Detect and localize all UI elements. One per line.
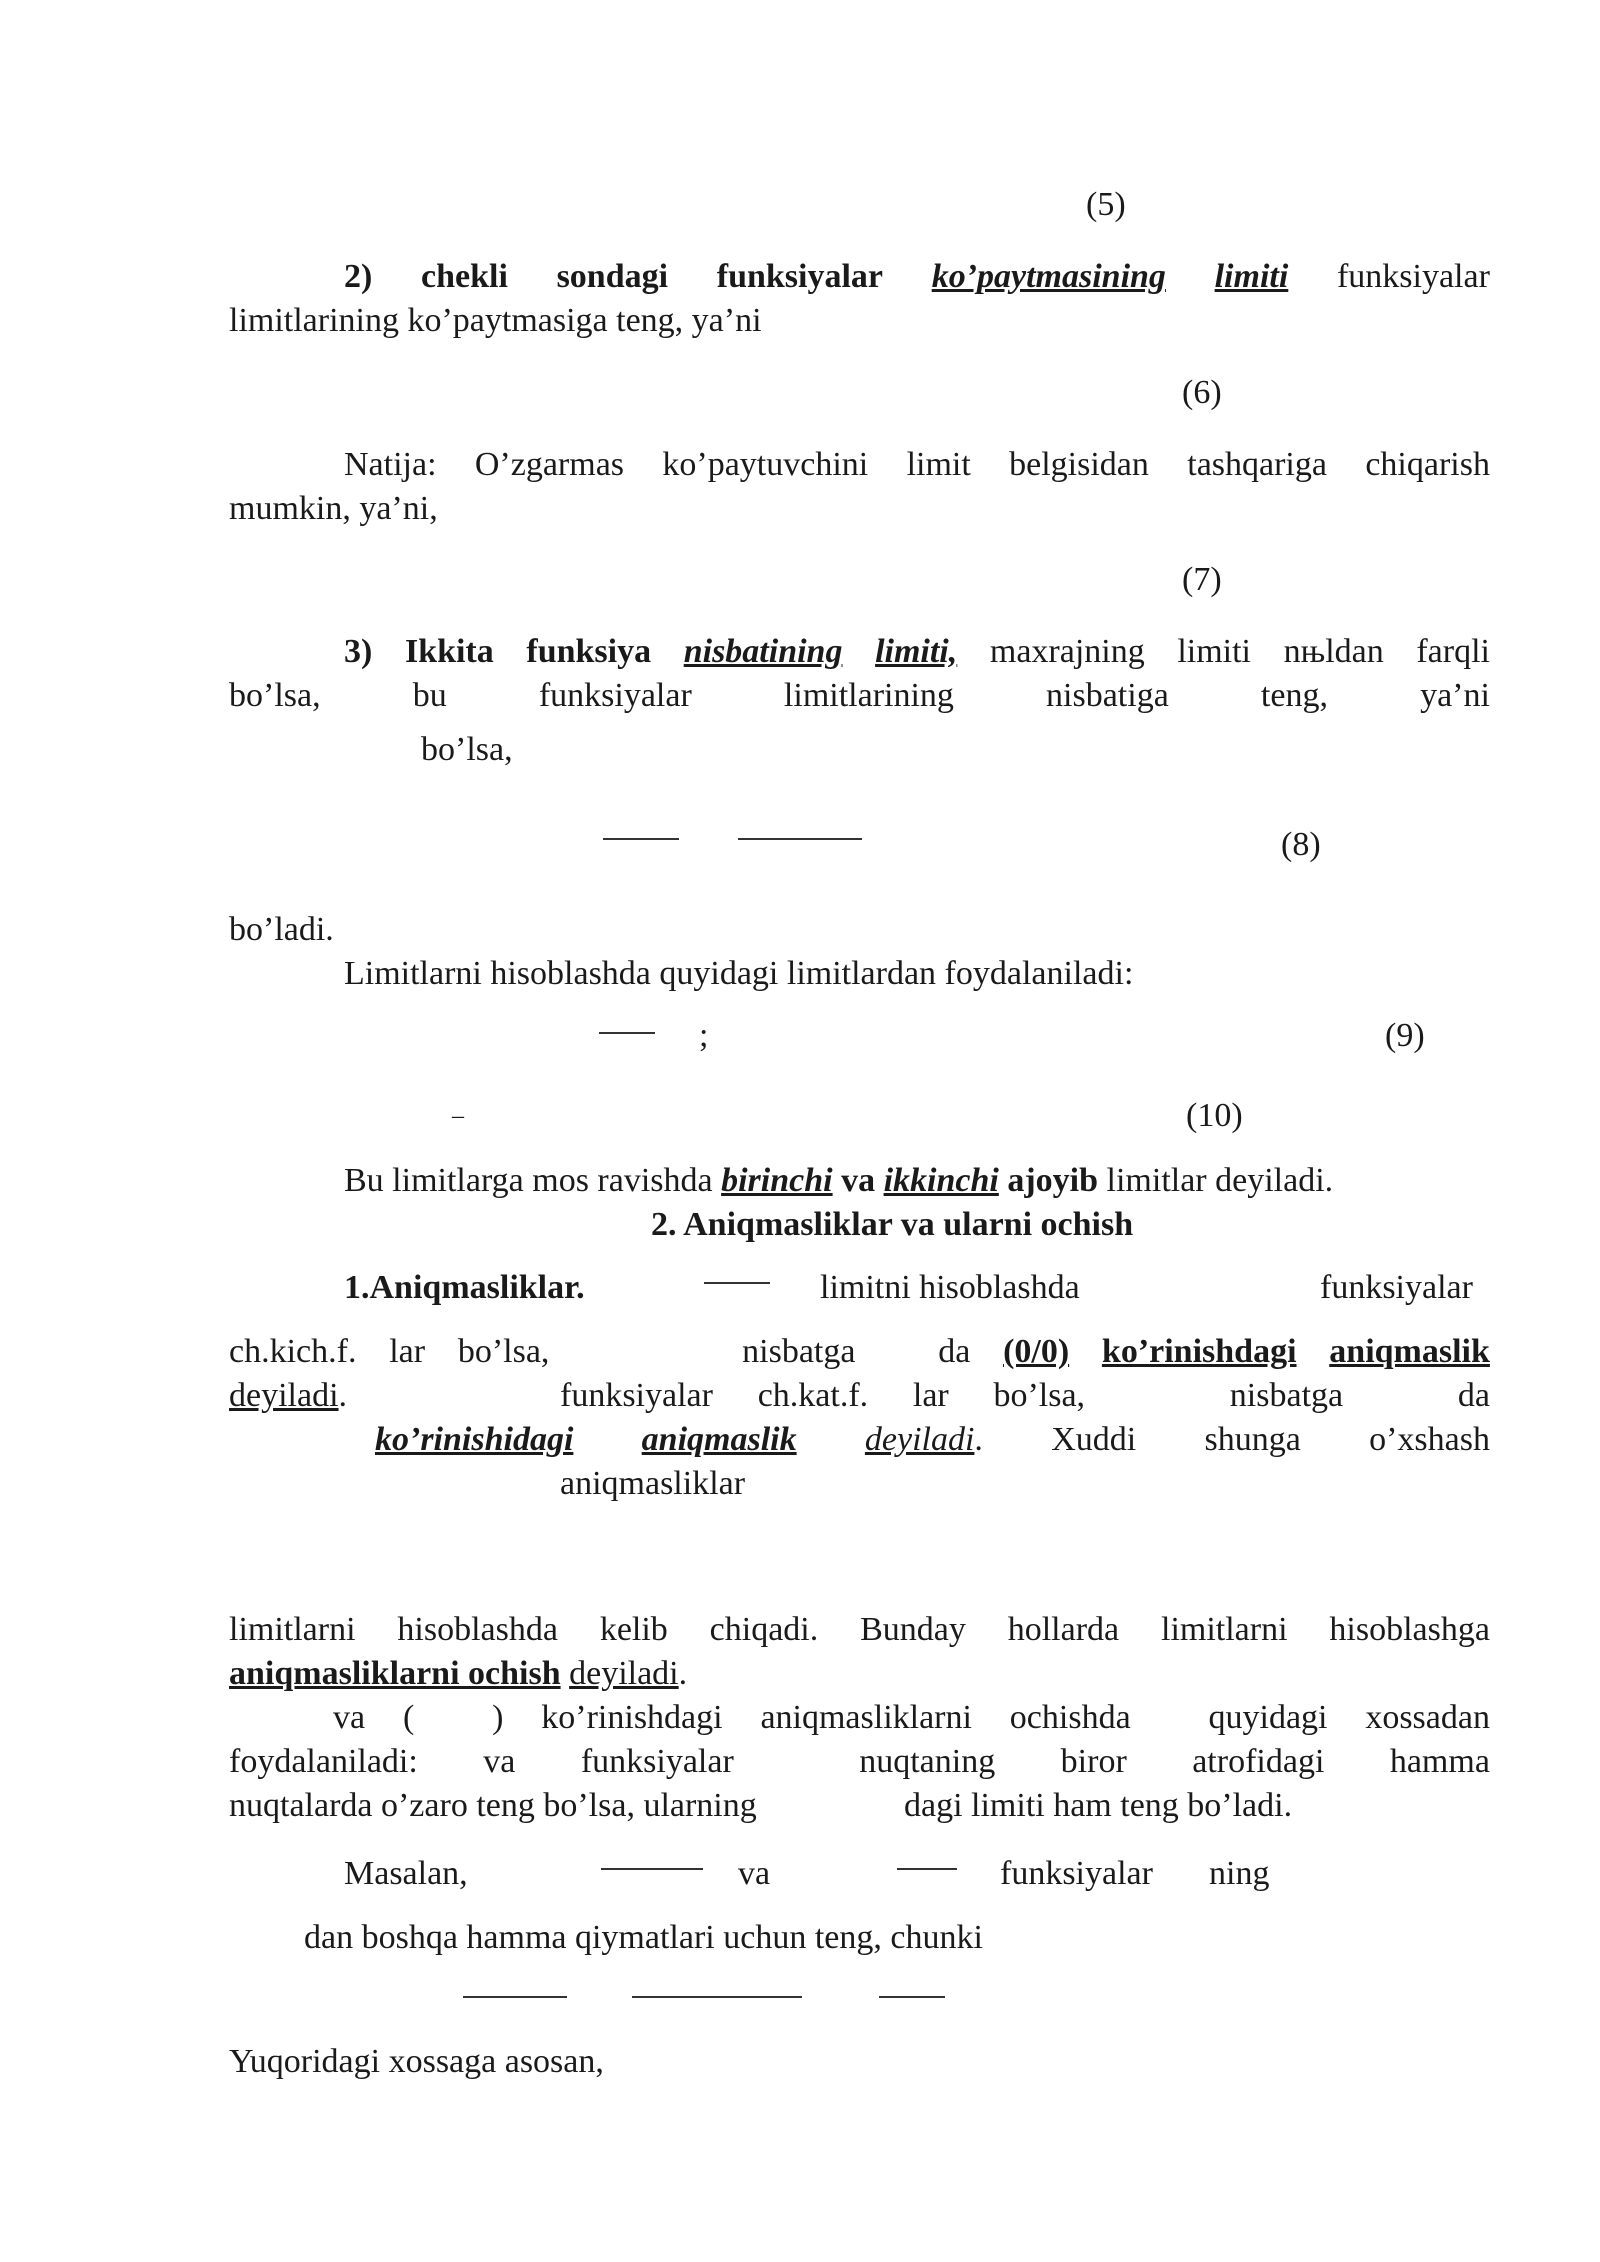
- text-word: teng,: [1260, 677, 1328, 714]
- natija-line-2: mumkin, ya’ni,: [229, 490, 438, 527]
- text-word: bu: [412, 677, 447, 714]
- text-word: hollarda: [1007, 1611, 1120, 1648]
- fraction-bar: [738, 838, 862, 840]
- text-word: shunga: [1204, 1421, 1301, 1458]
- text-word: lar: [912, 1377, 949, 1414]
- text-word: funksiya: [526, 633, 652, 670]
- text-word: nisbatiga: [1046, 677, 1169, 714]
- term-limiti: limiti: [1214, 258, 1289, 295]
- term-ikkinchi: ikkinchi: [883, 1162, 999, 1199]
- text-word: Xuddi: [1051, 1421, 1137, 1458]
- aniqmasliklar-line-3: [560, 1374, 1490, 1418]
- text-fragment: funksiyalar: [1320, 1269, 1473, 1306]
- aniqmasliklar-line-2: [229, 1330, 1490, 1374]
- term-birinchi: birinchi: [721, 1162, 833, 1199]
- text-fragment: limitlar deyiladi.: [1098, 1162, 1334, 1199]
- term-nisbatining: nisbatining: [683, 633, 843, 670]
- aniqmasliklar-line-4: [375, 1418, 1490, 1462]
- xossa-line-2: [229, 1740, 1490, 1784]
- fraction-bar: [463, 1996, 567, 1998]
- text-word: ochishda: [1009, 1699, 1131, 1736]
- text-word: bo’lsa,: [993, 1377, 1086, 1414]
- fraction-bar: [599, 1032, 655, 1034]
- text-word: Ikkita: [404, 633, 494, 670]
- equation-number-6: (6): [1182, 374, 1222, 411]
- text-word: sondagi: [556, 258, 669, 295]
- paragraph-3-line-2: [229, 674, 1490, 718]
- term-0-0: (0/0): [1003, 1333, 1070, 1370]
- text-word: nuqtaning: [859, 1743, 996, 1780]
- term-korinishdagi: ko’rinishdagi: [1101, 1333, 1297, 1370]
- text-fragment: .: [338, 1377, 348, 1414]
- term-limiti: limiti,: [875, 633, 958, 670]
- xossa-line-1: [333, 1696, 1490, 1740]
- text-word: farqli: [1416, 633, 1490, 670]
- text-word: ch.kich.f.: [229, 1333, 357, 1370]
- text-word: limit: [906, 446, 971, 483]
- text-fragment: .: [678, 1655, 688, 1692]
- text-word: limiti: [1177, 633, 1252, 670]
- text-word: bo’lsa,: [229, 677, 321, 714]
- text-word: da: [938, 1333, 971, 1370]
- text-word: maxrajning: [989, 633, 1145, 670]
- text-word: (: [402, 1699, 415, 1736]
- text-word: atrofidagi: [1192, 1743, 1325, 1780]
- text-word: funksiyalar: [538, 677, 692, 714]
- paragraph-2-line-2: limitlarining ko’paytmasiga teng, ya’ni: [229, 302, 762, 339]
- equation-number-9: (9): [1385, 1017, 1425, 1054]
- text-word: 3): [344, 633, 373, 670]
- text-word: hisoblashga: [1329, 1611, 1490, 1648]
- text-word: belgisidan: [1009, 446, 1149, 483]
- equation-number-8: (8): [1281, 826, 1321, 863]
- text-word: foydalaniladi:: [229, 1743, 418, 1780]
- text-fragment: va: [738, 1855, 771, 1892]
- text-word: Bunday: [860, 1611, 966, 1648]
- text-word: funksiyalar: [716, 258, 884, 295]
- text-word: biror: [1060, 1743, 1127, 1780]
- yuqoridagi-text: Yuqoridagi xossaga asosan,: [229, 2043, 604, 2080]
- text-word: ko’paytuvchini: [662, 446, 869, 483]
- fraction-bar: [879, 1996, 945, 1998]
- text-word: ya’ni: [1420, 677, 1490, 714]
- text-fragment: limitni hisoblashda: [820, 1269, 1080, 1306]
- natija-line-1: [344, 443, 1490, 487]
- fraction-bar: [601, 1868, 703, 1870]
- text-word: chiqadi.: [709, 1611, 819, 1648]
- term-deyiladi: deyiladi: [569, 1655, 679, 1692]
- ajoyib-sentence: [344, 1159, 1333, 1203]
- limit-hisob-line-2: [229, 1652, 687, 1696]
- paragraph-3-line-3: bo’lsa,: [421, 731, 513, 768]
- text-fragment: Bu limitlarga mos ravishda: [344, 1162, 722, 1199]
- text-fragment: funksiyalar: [1000, 1855, 1153, 1892]
- text-word: lar: [389, 1333, 426, 1370]
- aniqmasliklar-title: 1.Aniqmasliklar.: [344, 1269, 585, 1306]
- equation-number-5: (5): [1086, 186, 1126, 223]
- text-word: limitlarni: [229, 1611, 356, 1648]
- fraction-bar: [897, 1868, 957, 1870]
- term-aniqmasliklarni-ochish: aniqmasliklarni ochish: [229, 1655, 561, 1692]
- text-fragment: va: [832, 1162, 884, 1199]
- section-heading: 2. Aniqmasliklar va ularni ochish: [651, 1206, 1134, 1243]
- text-word: va: [483, 1743, 516, 1780]
- text-word: va: [333, 1699, 366, 1736]
- text-word: chekli: [421, 258, 508, 295]
- text-word: nњldan: [1283, 633, 1384, 670]
- aniqmasliklar-line-3-start: [229, 1374, 347, 1418]
- fraction-bar: [603, 838, 679, 840]
- text-word: limitlarni: [1161, 1611, 1288, 1648]
- aniqmasliklar-line-5: aniqmasliklar: [560, 1465, 746, 1502]
- paragraph-2-line-1: [344, 255, 1490, 299]
- text-word: hamma: [1389, 1743, 1490, 1780]
- text-word: Natija:: [344, 446, 437, 483]
- text-word: O’zgarmas: [474, 446, 625, 483]
- text-word: limitlarining: [783, 677, 954, 714]
- text-word: hisoblashda: [397, 1611, 558, 1648]
- text-word: kelib: [599, 1611, 668, 1648]
- term-deyiladi: deyiladi: [864, 1421, 975, 1458]
- limitlarni-intro: Limitlarni hisoblashda quyidagi limitlardan foydalaniladi:: [344, 955, 1134, 992]
- text-word: funksiyalar: [1336, 258, 1490, 295]
- term-kopaytmasining: ko’paytmasining: [931, 258, 1166, 295]
- boladi-text: bo’ladi.: [229, 911, 334, 948]
- term-korinishidagi: ko’rinishidagi: [375, 1421, 574, 1458]
- text-word: da: [1457, 1377, 1490, 1414]
- text-word: quyidagi: [1208, 1699, 1328, 1736]
- term-aniqmaslik: aniqmaslik: [641, 1421, 797, 1458]
- text-word: aniqmasliklarni: [760, 1699, 972, 1736]
- minus-sign: –: [452, 1103, 464, 1129]
- term-deyiladi: deyiladi: [229, 1377, 339, 1414]
- text-word: nisbatga: [742, 1333, 856, 1370]
- text-word: 2): [344, 258, 373, 295]
- semicolon: ;: [699, 1017, 709, 1054]
- text-word: ch.kat.f.: [757, 1377, 869, 1414]
- xossa-line-3a: nuqtalarda o’zaro teng bo’lsa, ularning: [229, 1787, 757, 1824]
- paragraph-3-line-1: [344, 630, 1490, 674]
- equation-number-7: (7): [1182, 561, 1222, 598]
- text-word: ko’rinishdagi: [541, 1699, 723, 1736]
- text-word: o’xshash: [1369, 1421, 1490, 1458]
- text-word: funksiyalar: [560, 1377, 713, 1414]
- fraction-bar: [632, 1996, 802, 1998]
- text-word: funksiyalar: [580, 1743, 734, 1780]
- masalan-line-2: dan boshqa hamma qiymatlari uchun teng, chunki: [304, 1919, 983, 1956]
- equation-number-10: (10): [1186, 1097, 1243, 1134]
- text-fragment: ning: [1209, 1855, 1270, 1892]
- text-fragment: ajoyib: [998, 1162, 1099, 1199]
- text-word: xossadan: [1365, 1699, 1490, 1736]
- text-word: ): [492, 1699, 504, 1736]
- text-fragment: .: [974, 1421, 983, 1458]
- limit-hisob-line-1: [229, 1608, 1490, 1652]
- text-word: bo’lsa,: [457, 1333, 550, 1370]
- xossa-line-3b: dagi limiti ham teng bo’ladi.: [904, 1787, 1293, 1824]
- fraction-bar: [704, 1282, 770, 1284]
- text-word: tashqariga: [1187, 446, 1327, 483]
- text-word: nisbatga: [1229, 1377, 1344, 1414]
- text-fragment: Masalan,: [344, 1855, 468, 1892]
- text-word: chiqarish: [1365, 446, 1490, 483]
- term-aniqmaslik: aniqmaslik: [1329, 1333, 1490, 1370]
